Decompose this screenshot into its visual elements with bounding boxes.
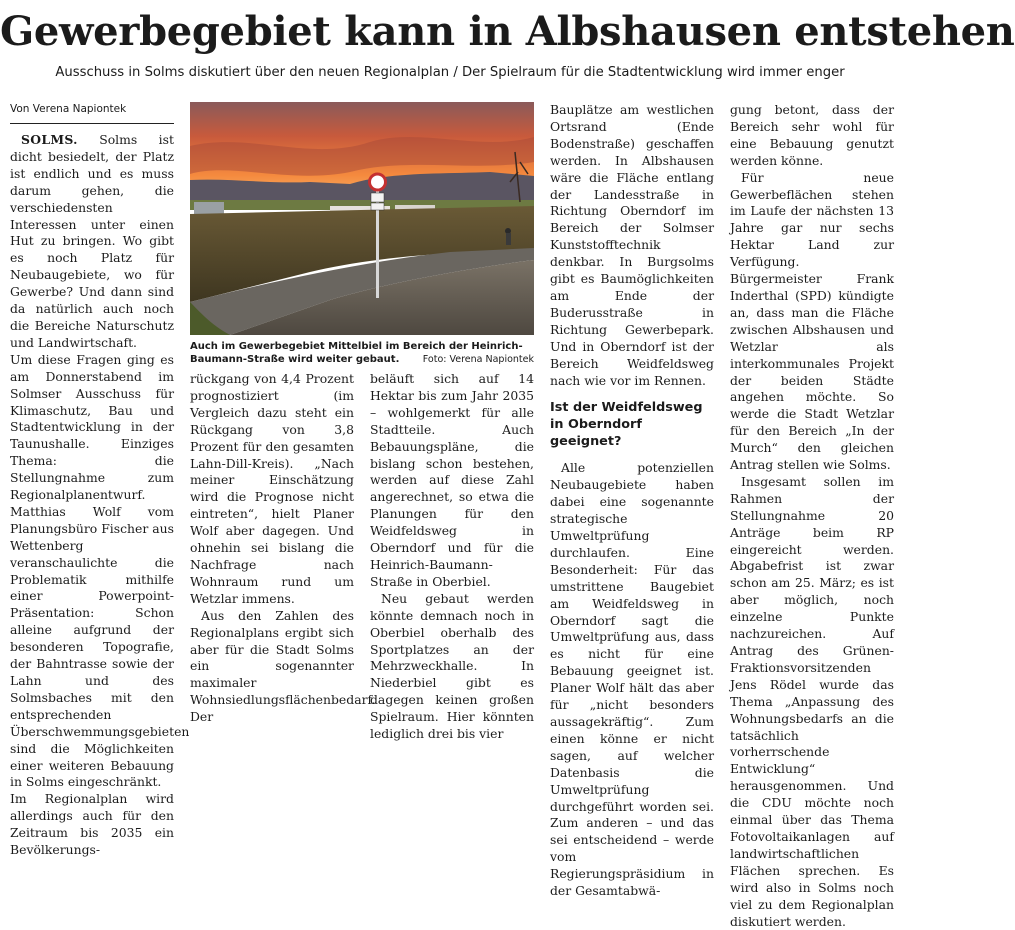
headline: Gewerbegebiet kann in Albshausen entstehen: [0, 8, 1015, 55]
caption-text: Auch im Gewerbegebiet Mittelbiel im Bereich der Heinrich-Baumann-Straße wird weiter gebaut.: [190, 341, 523, 365]
article-paragraph: beläuft sich auf 14 Hektar bis zum Jahr 2035 – wohlgemerkt für alle Stadtteile. Auch Bebauungspläne, die bislang schon bestehen, werden auf diese Zahl angerechnet, so etwa die Planungen für den Weidfeldsweg in Oberndorf und für die Heinrich-Baumann-Straße in Oberbiel.: [370, 371, 534, 589]
article-column-5: [730, 102, 894, 930]
article-paragraph: Um diese Fragen ging es am Donnerstabend im Solmser Ausschuss für Klimaschutz, Bau und Stadtentwicklung in der Taunushalle. Einziges Thema: die Stellungnahme zum Regionalplanentwurf.: [10, 351, 174, 503]
author-line: Von Verena Napiontek: [10, 103, 127, 115]
photo-credit: Foto: Verena Napiontek: [422, 354, 534, 365]
paragraph-text: Solms ist dicht besiedelt, der Platz ist endlich und es muss darum gehen, die verschiedensten Interessen unter einen Hut zu bringen. Wo gibt es noch Platz für Neubaugebiete, wo für Gewerbe? Und dann sind da natürlich auch noch die Bereiche Naturschutz und Landwirtschaft.: [10, 132, 174, 350]
article-paragraph: Matthias Wolf vom Planungsbüro Fischer aus Wettenberg veranschaulichte die Problematik mithilfe einer Powerpoint-Präsentation: Schon alleine aufgrund der besonderen Topografie, der Bahntrasse sowie der Lahn und des Solmsbaches mit den entsprechenden Überschwemmungsgebieten sind die Möglichkeiten einer weiteren Bebauung in Solms eingeschränkt.: [10, 503, 190, 790]
article-paragraph: Aus den Zahlen des Regionalplans ergibt sich aber für die Stadt Solms ein sogenannter maximaler Wohnsiedlungsflächenbedarf. Der: [190, 607, 376, 725]
section-subheading: Ist der Weidfeldsweg in Oberndorf geeignet?: [550, 400, 703, 450]
article-paragraph: [10, 132, 174, 352]
sunset-field-photo: [190, 102, 534, 335]
article-paragraph: gung betont, dass der Bereich sehr wohl für eine Bebauung genutzt werden könne.: [730, 102, 894, 168]
subheadline: Ausschuss in Solms diskutiert über den neuen Regionalplan / Der Spielraum für die Stadtentwicklung wird immer enger: [55, 65, 845, 80]
author-divider: [10, 123, 174, 124]
dateline: SOLMS.: [21, 132, 78, 147]
article-paragraph: Insgesamt sollen im Rahmen der Stellungnahme 20 Anträge beim RP eingereicht werden. Abgabefrist ist zwar schon am 25. März; es ist aber möglich, noch einzelne Punkte nachzureichen. Auf Antrag des Grünen-Fraktionsvorsitzenden Jens Rödel wurde das Thema „Anpassung des Wohnungsbedarfs an die tatsächlich vorherrschende Entwicklung“ herausgenommen. Und die CDU möchte noch einmal über das Thema Fotovoltaikanlagen auf landwirtschaftlichen Flächen sprechen. Es wird also in Solms noch viel zu dem Regionalplan diskutiert werden.: [730, 473, 894, 929]
photo-caption: [190, 340, 534, 366]
article-column-3: [370, 371, 534, 743]
article-column-1: [10, 102, 190, 859]
article-paragraph: Bauplätze am westlichen Ortsrand (Ende Bodenstraße) geschaffen werden. In Albshausen wäre die Fläche entlang der Landesstraße in Richtung Oberndorf im Bereich der Solmser Kunststofftechnik denkbar. In Burgsolms gibt es Baumöglichkeiten am Ende der Buderusstraße in Richtung Gewerbepark. Und in Oberndorf ist der Bereich Weidfeldsweg nach wie vor im Rennen.: [550, 102, 714, 388]
article-paragraph: Für neue Gewerbeflächen stehen im Laufe der nächsten 13 Jahre gar nur sechs Hektar Land zur Verfügung. Bürgermeister Frank Inderthal (SPD) kündigte an, dass man die Fläche zwischen Albshausen und Wetzlar als interkommunales Projekt der beiden Städte angehen möchte. So werde die Stadt Wetzlar für den Bereich „In der Murch“ den gleichen Antrag stellen wie Solms.: [730, 169, 894, 473]
article-paragraph: Neu gebaut werden könnte demnach noch in Oberbiel oberhalb des Sportplatzes an der Mehrzweckhalle. In Niederbiel gibt es dagegen keinen großen Spielraum. Hier könnten lediglich drei bis vier: [370, 590, 534, 742]
article-paragraph: Im Regionalplan wird allerdings auch für den Zeitraum bis 2035 ein Bevölkerungs-: [10, 791, 174, 858]
article-paragraph: rückgang von 4,4 Prozent prognostiziert (im Vergleich dazu steht ein Rückgang von 3,8 Prozent für den gesamten Lahn-Dill-Kreis). „Nach meiner Einschätzung wird die Prognose nicht eintreten“, hielt Planer Wolf aber dagegen. Und ohnehin sei bislang die Nachfrage nach Wohnraum rund um Wetzlar immens.: [190, 371, 354, 606]
article-photo: [190, 102, 534, 335]
article-column-4: [550, 102, 714, 900]
article-column-2: [190, 371, 376, 726]
article-paragraph: Alle potenziellen Neubaugebiete haben dabei eine sogenannte strategische Umweltprüfung durchlaufen. Eine Besonderheit: Für das umstrittene Baugebiet am Weidfeldsweg in Oberndorf sagt die Umweltprüfung aus, dass es nicht für eine Bebauung geeignet ist. Planer Wolf hält das aber für „nicht besonders aussagekräftig“. Zum einen könne er nicht sagen, auf welcher Datenbasis die Umweltprüfung durchgeführt worden sei. Zum anderen – und das sei entscheidend – werde vom Regierungspräsidium in der Gesamtabwä-: [550, 460, 714, 899]
